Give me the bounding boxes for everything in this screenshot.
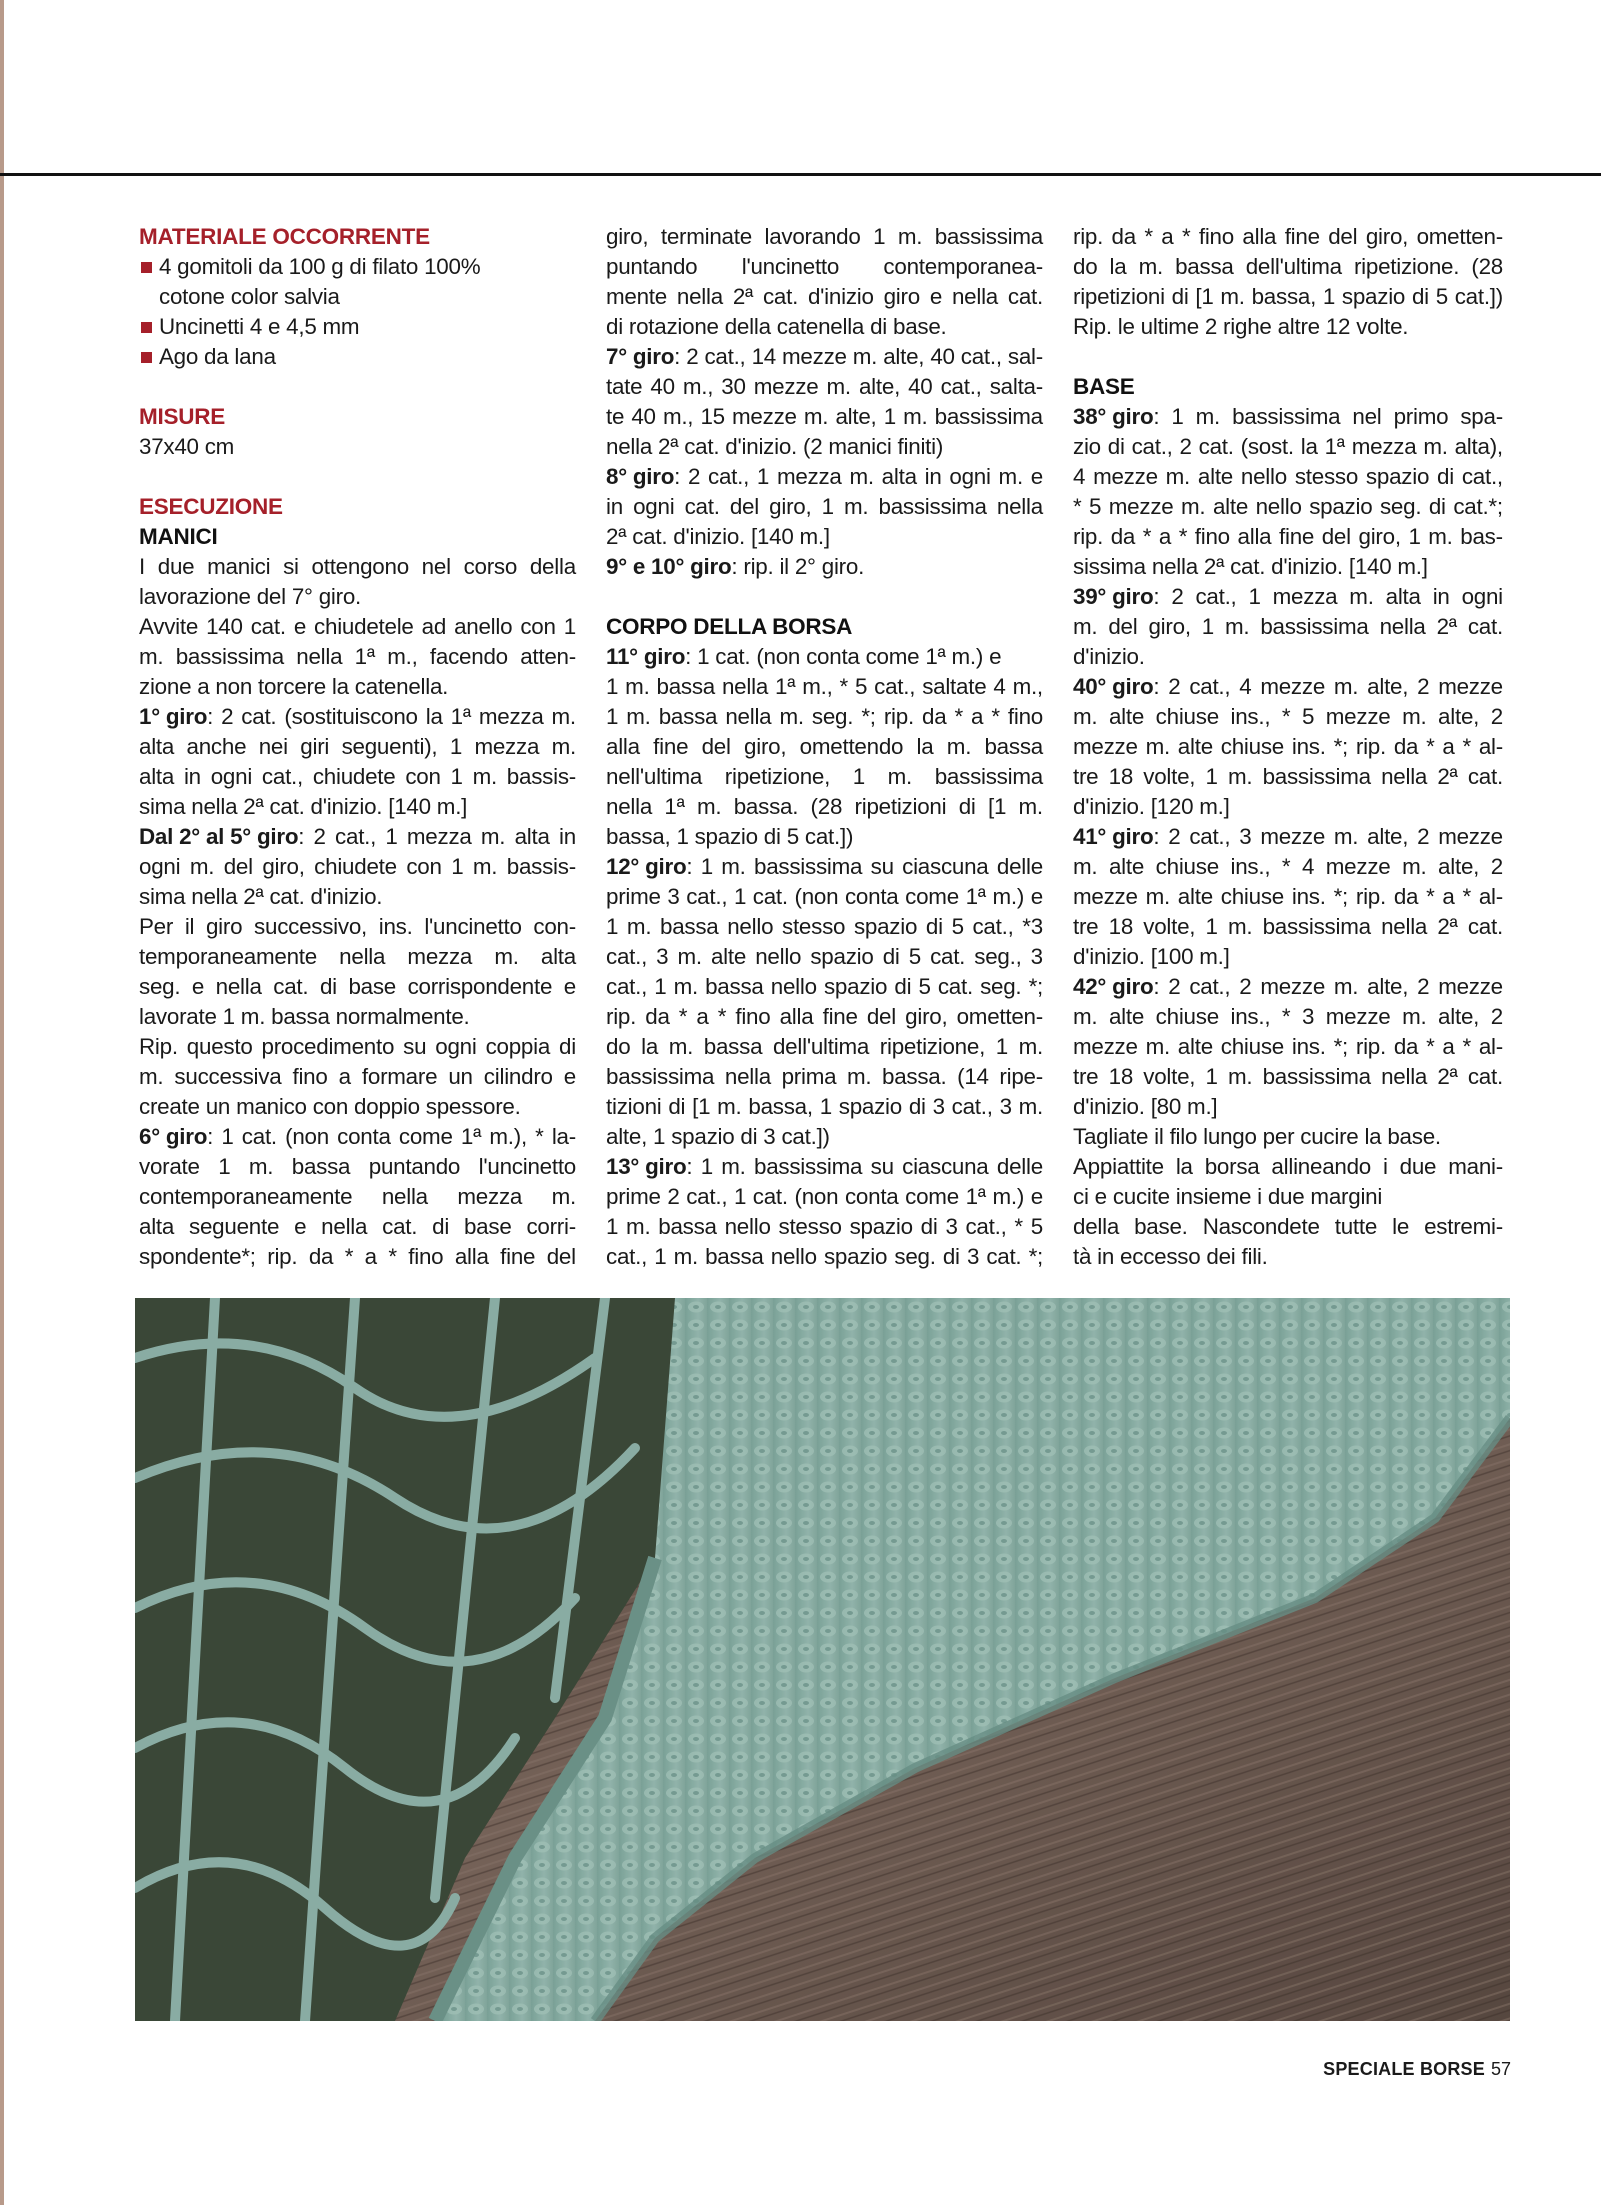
text-line: della base. Nascondete tutte le estremi- [1073, 1214, 1503, 1239]
crochet-bag-photo [135, 1298, 1510, 2021]
text-line: in ogni cat. del giro, 1 m. bassissima nella [606, 494, 1043, 519]
text-line: d'inizio. [120 m.] [1073, 794, 1230, 819]
text-line: puntando l'uncinetto contemporanea- [606, 254, 1043, 279]
text-line: 38° giro: 1 m. bassissima nel primo spa- [1073, 404, 1503, 429]
body-heading: CORPO DELLA BORSA [606, 614, 853, 639]
handles-heading: MANICI [139, 524, 218, 549]
text-line: d'inizio. [1073, 644, 1145, 669]
text-line: zio di cat., 2 cat. (sost. la 1ª mezza m. alta), [1073, 434, 1503, 459]
text-line: alte, 1 spazio di 3 cat.]) [606, 1124, 830, 1149]
text-line: d'inizio. [80 m.] [1073, 1094, 1218, 1119]
text-line: 39° giro: 2 cat., 1 mezza m. alta in ogni [1073, 584, 1503, 609]
text-line: prime 3 cat., 1 cat. (non conta come 1ª m.) e [606, 884, 1043, 909]
text-line: 1 m. bassa nella 1ª m., * 5 cat., saltate 4 m., [606, 674, 1043, 699]
middle-text-block-a [606, 222, 1043, 582]
left-text-block [139, 552, 576, 1272]
text-line: 12° giro: 1 m. bassissima su ciascuna delle [606, 854, 1043, 879]
round-label: 13° giro [606, 1154, 687, 1179]
text-line: alta anche nei giri seguenti), 1 mezza m. [139, 734, 576, 759]
right-text-block-b [1073, 402, 1503, 1272]
round-label: 11° giro [606, 644, 686, 669]
round-label: 9° e 10° giro [606, 554, 732, 579]
text-line: m. alte chiuse ins., * 3 mezze m. alte, 2 [1073, 1004, 1503, 1029]
text-line: alta in ogni cat., chiudete con 1 m. bassis- [139, 764, 576, 789]
text-line: 1° giro: 2 cat. (sostituiscono la 1ª mezza m. [139, 704, 576, 729]
text-line: 41° giro: 2 cat., 3 mezze m. alte, 2 mezze [1073, 824, 1503, 849]
round-label: 40° giro [1073, 674, 1154, 699]
text-line: Appiattite la borsa allineando i due mani- [1073, 1154, 1503, 1179]
text-line: rip. da * a * fino alla fine del giro, ometten- [1073, 224, 1503, 249]
text-line: rip. da * a * fino alla fine del giro, ometten- [606, 1004, 1043, 1029]
materials-item-yarn: 4 gomitoli da 100 g di filato 100% [139, 252, 576, 282]
middle-text-block-b [606, 642, 1043, 1272]
text-line: 6° giro: 1 cat. (non conta come 1ª m.), * la- [139, 1124, 576, 1149]
round-label: 38° giro [1073, 404, 1154, 429]
text-line: 13° giro: 1 m. bassissima su ciascuna delle [606, 1154, 1043, 1179]
bullet-square-icon [141, 322, 152, 333]
text-line: tre 18 volte, 1 m. bassissima nella 2ª cat. [1073, 914, 1503, 939]
text-line: Rip. le ultime 2 righe altre 12 volte. [1073, 314, 1409, 339]
text-line: tate 40 m., 30 mezze m. alte, 40 cat., salta- [606, 374, 1043, 399]
text-line: rip. da * a * fino alla fine del giro, 1 m. bas- [1073, 524, 1503, 549]
page-footer [1323, 2059, 1511, 2080]
text-line: cat., 1 m. bassa nello spazio seg. di 3 cat. *; [606, 1244, 1043, 1269]
text-line: 1 m. bassa nella m. seg. *; rip. da * a * fino [606, 704, 1043, 729]
text-line: zione a non torcere la catenella. [139, 674, 449, 699]
round-label: 8° giro [606, 464, 675, 489]
text-line: mente nella 2ª cat. d'inizio giro e nella cat. [606, 284, 1043, 309]
text-line: tizioni di [1 m. bassa, 1 spazio di 3 cat., 3 m. [606, 1094, 1043, 1119]
right-column [1073, 222, 1503, 1272]
text-line: vorate 1 m. bassa puntando l'uncinetto [139, 1154, 576, 1179]
text-line: create un manico con doppio spessore. [139, 1094, 521, 1119]
binding-edge [0, 0, 4, 2205]
round-label: 12° giro [606, 854, 687, 879]
text-line: m. bassissima nella 1ª m., facendo atten- [139, 644, 576, 669]
text-line: do la m. bassa dell'ultima ripetizione. (28 [1073, 254, 1503, 279]
text-line: Avvite 140 cat. e chiudetele ad anello con 1 [139, 614, 576, 639]
text-line: mezze m. alte chiuse ins. *; rip. da * a * al- [1073, 734, 1503, 759]
text-line: 9° e 10° giro : rip. il 2° giro. [606, 552, 1043, 582]
text-line: cat., 1 m. bassa nello spazio di 5 cat. seg. *; [606, 974, 1043, 999]
text-line: 42° giro: 2 cat., 2 mezze m. alte, 2 mezze [1073, 974, 1503, 999]
text-line: tre 18 volte, 1 m. bassissima nella 2ª cat. [1073, 764, 1503, 789]
text-line: spondente*; rip. da * a * fino alla fine del [139, 1244, 576, 1269]
page-number: 57 [1490, 2059, 1511, 2079]
materials-item-yarn-cont: cotone color salvia [159, 284, 340, 309]
text-line: 40° giro: 2 cat., 4 mezze m. alte, 2 mezze [1073, 674, 1503, 699]
text-line: lavorazione del 7° giro. [139, 584, 362, 609]
text-line: m. successiva fino a formare un cilindro e [139, 1064, 576, 1089]
text-line: Tagliate il filo lungo per cucire la base. [1073, 1124, 1441, 1149]
text-line: m. alte chiuse ins., * 5 mezze m. alte, 2 [1073, 704, 1503, 729]
text-line: 8° giro: 2 cat., 1 mezza m. alta in ogni m. e [606, 464, 1043, 489]
text-line: Dal 2° al 5° giro: 2 cat., 1 mezza m. alta in [139, 824, 576, 849]
round-label: 6° giro [139, 1124, 208, 1149]
text-line: sima nella 2ª cat. d'inizio. [140 m.] [139, 794, 468, 819]
text-line: bassissima nella prima m. bassa. (14 ripe- [606, 1064, 1043, 1089]
text-line: ogni m. del giro, chiudete con 1 m. bassis- [139, 854, 576, 879]
size-value: 37x40 cm [139, 434, 235, 459]
text-line: d'inizio. [100 m.] [1073, 944, 1230, 969]
text-line: temporaneamente nella mezza m. alta [139, 944, 576, 969]
text-line: di rotazione della catenella di base. [606, 314, 947, 339]
left-column [139, 222, 576, 1272]
text-line: nella 2ª cat. d'inizio. (2 manici finiti) [606, 434, 944, 459]
magazine-name: SPECIALE BORSE [1323, 2059, 1485, 2079]
text-line: lavorate 1 m. bassa normalmente. [139, 1004, 470, 1029]
text-line: sissima nella 2ª cat. d'inizio. [140 m.] [1073, 554, 1428, 579]
text-line: 4 mezze m. alte nello stesso spazio di cat., [1073, 464, 1503, 489]
text-line: nella 1ª m. bassa. (28 ripetizioni di [1 m. [606, 794, 1043, 819]
materials-heading: MATERIALE OCCORRENTE [139, 224, 430, 249]
text-line: mezze m. alte chiuse ins. *; rip. da * a * al- [1073, 1034, 1503, 1059]
text-line: Per il giro successivo, ins. l'uncinetto con- [139, 914, 576, 939]
text-line: do la m. bassa dell'ultima ripetizione, 1 m. [606, 1034, 1043, 1059]
text-line: 11° giro : 1 cat. (non conta come 1ª m.) e [606, 642, 1043, 672]
round-label: 39° giro [1073, 584, 1154, 609]
base-heading: BASE [1073, 374, 1135, 399]
top-rule [0, 173, 1601, 176]
round-label: 1° giro [139, 704, 208, 729]
execution-heading: ESECUZIONE [139, 494, 283, 519]
text-line: 1 m. bassa nello stesso spazio di 3 cat., * 5 [606, 1214, 1043, 1239]
text-line: tre 18 volte, 1 m. bassissima nella 2ª cat. [1073, 1064, 1503, 1089]
text-line: ripetizioni di [1 m. bassa, 1 spazio di 5 cat.]) [1073, 284, 1503, 309]
middle-column [606, 222, 1043, 1272]
text-line: 1 m. bassa nello stesso spazio di 5 cat., *3 [606, 914, 1043, 939]
text-line: ci e cucite insieme i due margini [1073, 1184, 1383, 1209]
right-text-block-a [1073, 222, 1503, 342]
text-line: prime 2 cat., 1 cat. (non conta come 1ª m.) e [606, 1184, 1043, 1209]
text-line: alla fine del giro, omettendo la m. bassa [606, 734, 1043, 759]
round-label: 41° giro [1073, 824, 1154, 849]
text-line: cat., 3 m. alte nello spazio di 5 cat. seg., 3 [606, 944, 1043, 969]
text-line: bassa, 1 spazio di 5 cat.]) [606, 824, 854, 849]
text-line: contemporaneamente nella mezza m. [139, 1184, 576, 1209]
round-label: 7° giro [606, 344, 675, 369]
text-line: alta seguente e nella cat. di base corri- [139, 1214, 576, 1239]
round-label: 42° giro [1073, 974, 1154, 999]
text-line: Rip. questo procedimento su ogni coppia di [139, 1034, 576, 1059]
text-line: * 5 mezze m. alte nello spazio seg. di cat.*; [1073, 494, 1503, 519]
text-line: sima nella 2ª cat. d'inizio. [139, 884, 383, 909]
text-line: 7° giro: 2 cat., 14 mezze m. alte, 40 cat., sal- [606, 344, 1043, 369]
text-line: giro, terminate lavorando 1 m. bassissima [606, 224, 1043, 249]
text-line: m. del giro, 1 m. bassissima nella 2ª cat. [1073, 614, 1503, 639]
text-line: mezze m. alte chiuse ins. *; rip. da * a * al- [1073, 884, 1503, 909]
size-heading: MISURE [139, 404, 226, 429]
text-line: m. alte chiuse ins., * 4 mezze m. alte, 2 [1073, 854, 1503, 879]
materials-item-needle: Ago da lana [139, 342, 576, 372]
bullet-square-icon [141, 262, 152, 273]
text-line: 2ª cat. d'inizio. [140 m.] [606, 524, 830, 549]
text-line: nell'ultima ripetizione, 1 m. bassissima [606, 764, 1043, 789]
text-line: I due manici si ottengono nel corso della [139, 554, 576, 579]
text-line: te 40 m., 15 mezze m. alte, 1 m. bassissima [606, 404, 1043, 429]
text-line: tà in eccesso dei fili. [1073, 1244, 1268, 1269]
round-label: Dal 2° al 5° giro [139, 824, 299, 849]
bullet-square-icon [141, 352, 152, 363]
text-line: seg. e nella cat. di base corrispondente e [139, 974, 576, 999]
materials-item-hooks: Uncinetti 4 e 4,5 mm [139, 312, 576, 342]
